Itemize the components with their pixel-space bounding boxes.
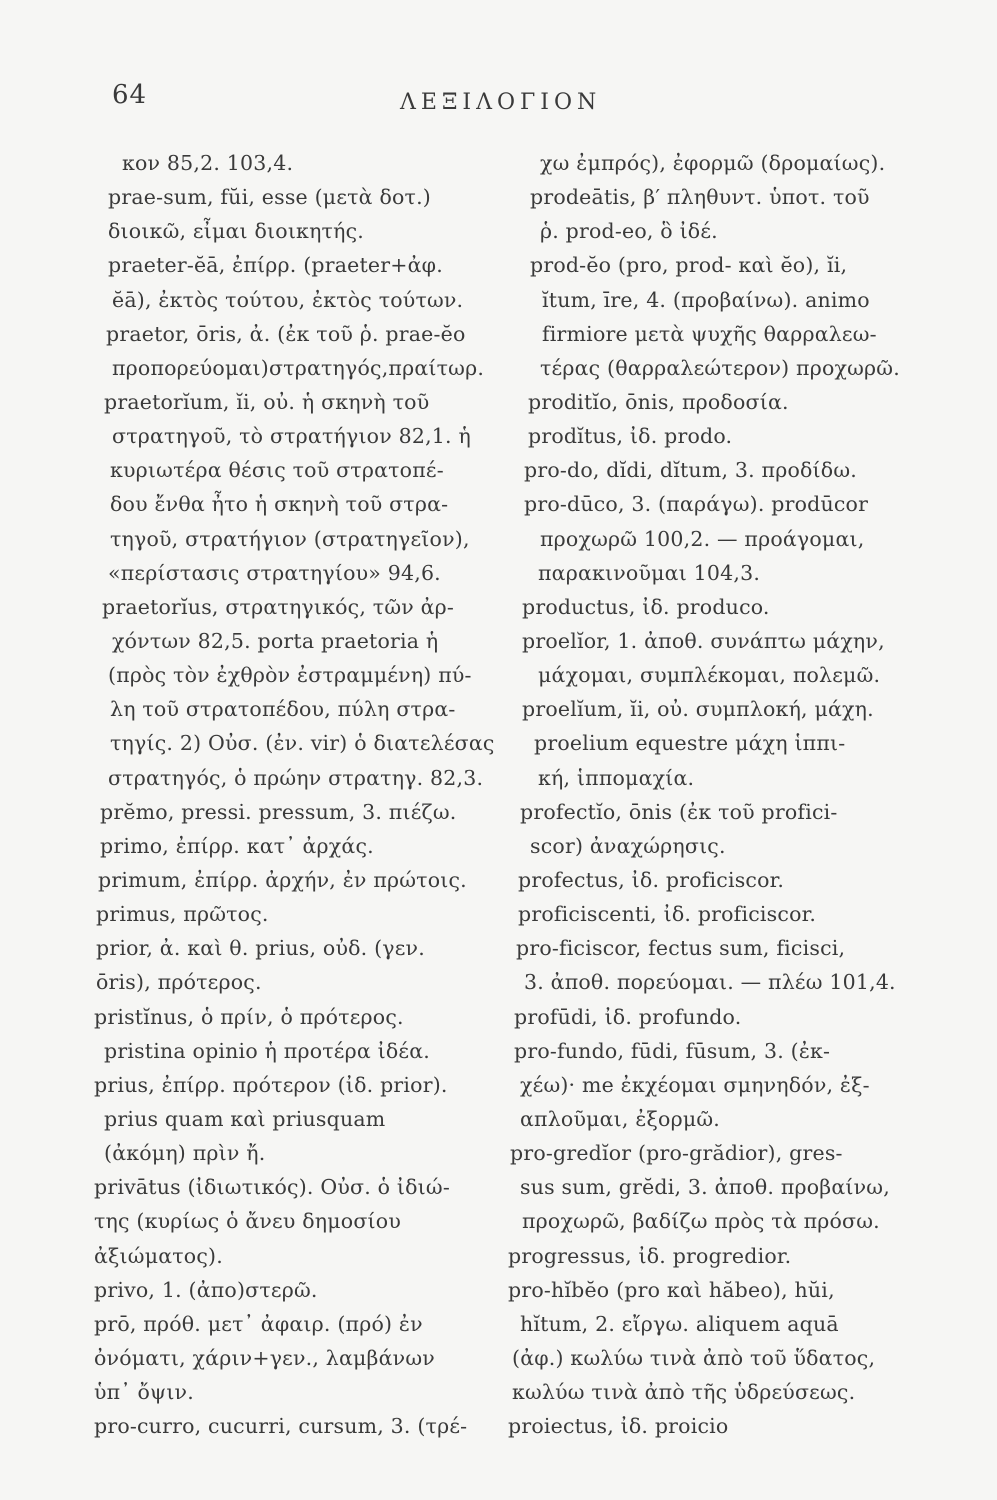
text-line: κή, ἱππομαχία. xyxy=(538,765,695,790)
text-line: χέω)· me ἐκχέομαι σμηνηδόν, ἐξ- xyxy=(520,1072,870,1097)
text-line: τηγοῦ, στρατήγιον (στρατηγεῖον), xyxy=(110,526,470,551)
text-line: pro-gredĭor (pro-grădior), gres- xyxy=(510,1141,843,1166)
text-line: ὀνόματι, χάριν+γεν., λαμβάνων xyxy=(94,1345,435,1370)
text-line: privo, 1. (ἀπο)στερῶ. xyxy=(94,1277,318,1302)
text-line: primus, πρῶτος. xyxy=(96,902,269,927)
text-line: ĭtum, īre, 4. (προβαίνω). animo xyxy=(542,287,870,312)
text-line: δου ἔνθα ἦτο ἡ σκηνὴ τοῦ στρα- xyxy=(110,492,449,517)
text-line: pro-ficiscor, fectus sum, ficisci, xyxy=(516,936,846,961)
text-line: primum, ἐπίρρ. ἀρχήν, ἐν πρώτοις. xyxy=(98,867,467,892)
text-line: «περίστασις στρατηγίου» 94,6. xyxy=(108,560,441,585)
text-line: pristina opinio ἡ προτέρα ἰδέα. xyxy=(104,1038,430,1063)
text-line: prius, ἐπίρρ. πρότερον (ἰδ. prior). xyxy=(94,1072,448,1097)
text-line: praeter-ĕā, ἐπίρρ. (praeter+ἀφ. xyxy=(108,253,443,278)
text-line: προχωρῶ 100,2. — προάγομαι, xyxy=(540,526,865,551)
text-line: pro-hĭbĕo (pro καὶ hăbeo), hŭi, xyxy=(508,1277,835,1302)
text-line: κον 85,2. 103,4. xyxy=(122,151,294,175)
text-line: ĕā), ἐκτὸς τούτου, ἐκτὸς τούτων. xyxy=(112,287,464,312)
text-line: praetorĭum, ĭi, οὐ. ἡ σκηνὴ τοῦ xyxy=(104,389,430,414)
text-line: λη τοῦ στρατοπέδου, πύλη στρα- xyxy=(110,697,456,722)
text-line: pristĭnus, ὁ πρίν, ὁ πρότερος. xyxy=(94,1004,404,1029)
text-line: απλοῦμαι, ἐξορμῶ. xyxy=(520,1106,720,1131)
text-line: proiectus, ἰδ. proicio xyxy=(508,1414,729,1439)
text-line: κυριωτέρα θέσις τοῦ στρατοπέ- xyxy=(110,458,444,483)
text-line: primo, ἐπίρρ. κατ᾽ ἀρχάς. xyxy=(100,833,374,858)
text-line: (ἀφ.) κωλύω τινὰ ἀπὸ τοῦ ὕδατος, xyxy=(512,1345,876,1370)
text-line: prĕmo, pressi. pressum, 3. πιέζω. xyxy=(100,799,457,824)
text-line: παρακινοῦμαι 104,3. xyxy=(538,560,761,585)
text-line: prius quam καὶ priusquam xyxy=(104,1106,386,1131)
text-line: (ἀκόμη) πρὶν ἤ. xyxy=(104,1141,266,1166)
text-line: privātus (ἰδιωτικός). Οὐσ. ὁ ἰδιώ- xyxy=(94,1175,450,1200)
text-line: prodeātis, β′ πληθυντ. ὑποτ. τοῦ xyxy=(530,185,870,210)
text-line: profūdi, ἰδ. profundo. xyxy=(514,1004,742,1029)
text-line: (πρὸς τὸν ἐχθρὸν ἐστραμμένη) πύ- xyxy=(108,663,472,688)
text-line: proelium equestre μάχη ἱππι- xyxy=(534,731,846,756)
text-line: praetorĭus, στρατηγικός, τῶν ἀρ- xyxy=(102,594,455,619)
text-line: χόντων 82,5. porta praetoria ἡ xyxy=(112,628,439,653)
text-line: prodĭtus, ἰδ. prodo. xyxy=(528,424,733,449)
text-line: μάχομαι, συμπλέκομαι, πολεμῶ. xyxy=(538,663,881,688)
text-line: τέρας (θαρραλεώτερον) προχωρῶ. xyxy=(540,355,900,380)
text-line: χω ἐμπρός), ἐφορμῶ (δρομαίως). xyxy=(540,151,886,175)
text-line: prior, ἀ. καὶ θ. prius, οὐδ. (γεν. xyxy=(96,936,425,961)
text-line: progressus, ἰδ. progredior. xyxy=(508,1243,792,1268)
text-line: pro-fundo, fūdi, fūsum, 3. (ἐκ- xyxy=(514,1038,831,1063)
page-number: 64 xyxy=(112,80,148,110)
text-line: 3. ἀποθ. πορεύομαι. — πλέω 101,4. xyxy=(524,970,896,995)
text-line: pro-do, dĭdi, dĭtum, 3. προδίδω. xyxy=(524,458,857,483)
text-line: ὑπ᾽ ὄψιν. xyxy=(94,1380,194,1405)
text-line: proficiscenti, ἰδ. proficiscor. xyxy=(518,902,817,927)
text-line: prae-sum, fŭi, esse (μετὰ δοτ.) xyxy=(108,185,431,210)
text-line: τηγίς. 2) Οὐσ. (ἐν. vir) ὁ διατελέσας xyxy=(110,731,495,756)
text-line: sus sum, grĕdi, 3. ἀποθ. προβαίνω, xyxy=(520,1175,890,1200)
text-line: productus, ἰδ. produco. xyxy=(522,594,770,619)
text-line: προχωρῶ, βαδίζω πρὸς τὰ πρόσω. xyxy=(522,1209,880,1234)
running-head: ΛΕΞΙΛΟΓΙΟΝ xyxy=(400,90,602,115)
text-line: ōris), πρότερος. xyxy=(96,970,262,995)
text-line: pro-dūco, 3. (παράγω). prodūcor xyxy=(524,492,869,517)
text-line: prō, πρόθ. μετ᾽ ἀφαιρ. (πρό) ἐν xyxy=(94,1311,423,1336)
text-line: ῥ. prod-eo, ὃ ἰδέ. xyxy=(540,219,718,244)
text-line: proelĭor, 1. ἀποθ. συνάπτω μάχην, xyxy=(522,628,885,653)
text-line: pro-curro, cucurri, cursum, 3. (τρέ- xyxy=(94,1414,468,1439)
text-line: proditĭo, ōnis, προδοσία. xyxy=(528,389,789,414)
text-line: profectus, ἰδ. proficiscor. xyxy=(518,867,785,892)
text-line: proelĭum, ĭi, οὐ. συμπλοκή, μάχη. xyxy=(522,697,874,722)
right-column xyxy=(508,146,933,1443)
text-line: scor) ἀναχώρησις. xyxy=(530,833,726,858)
text-line: προπορεύομαι)στρατηγός,πραίτωρ. xyxy=(112,355,485,380)
text-line: ἀξιώματος). xyxy=(94,1243,223,1268)
text-line: prod-ĕo (pro, prod- καὶ ĕo), ĭi, xyxy=(530,253,848,278)
text-line: διοικῶ, εἶμαι διοικητής. xyxy=(108,219,364,244)
text-line: στρατηγός, ὁ πρώην στρατηγ. 82,3. xyxy=(108,765,484,790)
text-line: στρατηγοῦ, τὸ στρατήγιον 82,1. ἡ xyxy=(112,424,471,449)
left-column xyxy=(94,146,506,1443)
text-line: profectĭo, ōnis (ἐκ τοῦ profici- xyxy=(520,799,838,824)
text-line: firmiore μετὰ ψυχῆς θαρραλεω- xyxy=(542,321,877,346)
text-line: της (κυρίως ὁ ἄνευ δημοσίου xyxy=(94,1209,401,1234)
text-line: κωλύω τινὰ ἀπὸ τῆς ὑδρεύσεως. xyxy=(512,1380,856,1405)
text-line: praetor, ōris, ἀ. (ἐκ τοῦ ῥ. prae-ĕo xyxy=(106,321,466,346)
text-line: hĭtum, 2. εἴργω. aliquem aquā xyxy=(520,1311,839,1336)
